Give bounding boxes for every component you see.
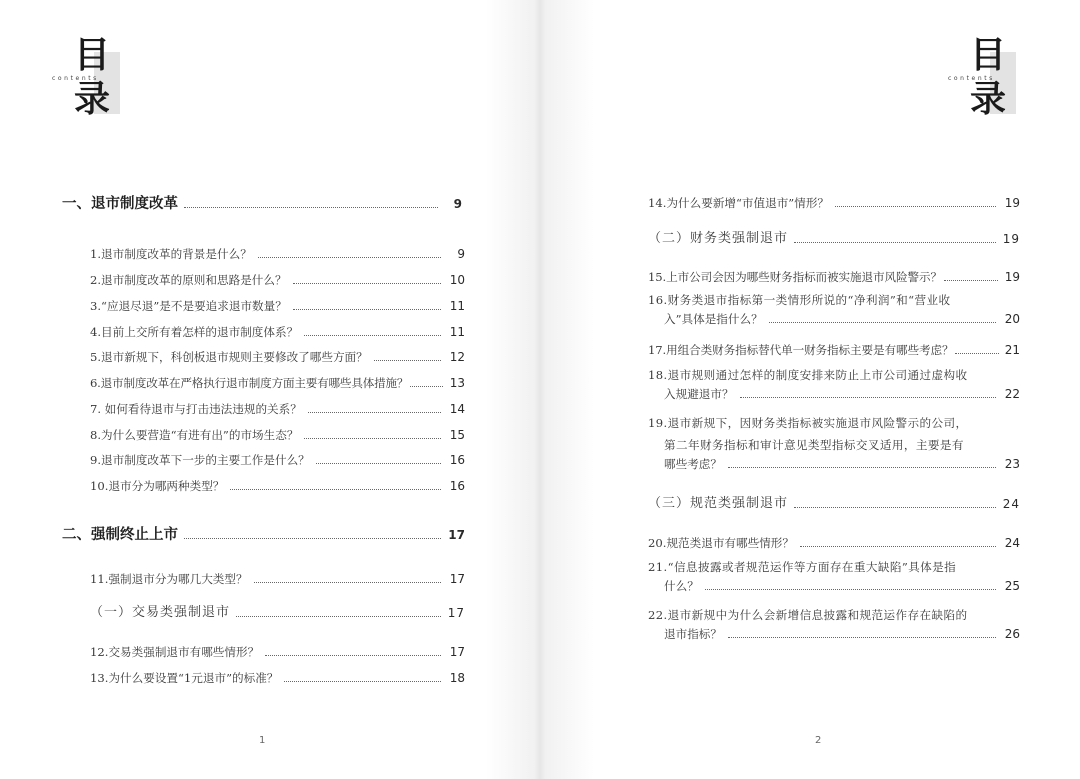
toc-section-1[interactable] xyxy=(62,196,462,212)
toc-page-number: 11 xyxy=(449,299,465,313)
leader-dots xyxy=(316,463,441,464)
toc-item-9[interactable] xyxy=(90,452,465,468)
leader-dots xyxy=(304,438,441,439)
toc-item-label: 22.退市新规中为什么会新增信息披露和规范运作存在缺陷的 xyxy=(648,608,968,622)
toc-item-label-cont: 入”具体是指什么？ xyxy=(664,312,763,326)
toc-item-label: 15.上市公司会因为哪些财务指标而被实施退市风险警示？ xyxy=(648,270,942,284)
toc-item-label: 11.强制退市分为哪几大类型？ xyxy=(90,572,248,586)
toc-subsection-2[interactable] xyxy=(648,231,1020,247)
header-char-lu: 录 xyxy=(73,79,110,120)
leader-dots xyxy=(293,283,441,284)
toc-page-number: 17 xyxy=(448,528,465,542)
toc-page-number: 22 xyxy=(1004,387,1020,401)
leader-dots xyxy=(236,616,441,617)
leader-dots xyxy=(374,360,441,361)
leader-dots xyxy=(794,242,996,243)
toc-section-2[interactable] xyxy=(62,527,465,543)
leader-dots xyxy=(254,582,441,583)
toc-item-label: 14.为什么要新增“市值退市”情形？ xyxy=(648,196,830,210)
leader-dots xyxy=(955,353,999,354)
leader-dots xyxy=(794,507,996,508)
toc-page-number: 26 xyxy=(1004,627,1020,641)
leader-dots xyxy=(800,546,996,547)
toc-item-7[interactable] xyxy=(90,401,465,417)
toc-page-number: 17 xyxy=(447,606,465,620)
toc-page-number: 9 xyxy=(453,197,462,211)
header-char-mu: 目 xyxy=(73,35,110,76)
toc-page-number: 20 xyxy=(1004,312,1020,326)
page-number-left: 1 xyxy=(259,735,266,746)
toc-item-label: 12.交易类强制退市有哪些情形？ xyxy=(90,645,260,659)
toc-page-number: 9 xyxy=(457,247,465,261)
leader-dots xyxy=(308,412,441,413)
toc-item-20[interactable] xyxy=(648,535,1020,551)
leader-dots xyxy=(728,637,996,638)
toc-item-label: 13.为什么要设置“1元退市”的标准？ xyxy=(90,671,279,685)
toc-item-10[interactable] xyxy=(90,478,465,494)
toc-subsection-1[interactable] xyxy=(90,605,465,621)
toc-page-number: 12 xyxy=(449,350,465,364)
leader-dots xyxy=(835,206,996,207)
header-contents-label: contents xyxy=(52,75,99,82)
toc-subsection-label: （三）规范类强制退市 xyxy=(648,496,789,511)
toc-item-2[interactable] xyxy=(90,272,465,288)
toc-page-number: 21 xyxy=(1004,343,1020,357)
header-char-lu: 录 xyxy=(969,79,1006,120)
header-contents-label: contents xyxy=(948,75,995,82)
toc-page-number: 18 xyxy=(449,671,465,685)
toc-item-label-cont: 哪些考虑？ xyxy=(664,457,722,471)
leader-dots xyxy=(284,681,441,682)
toc-item-13[interactable] xyxy=(90,670,465,686)
toc-page-number: 14 xyxy=(449,402,465,416)
leader-dots xyxy=(184,538,441,539)
toc-item-1[interactable] xyxy=(90,246,465,262)
leader-dots xyxy=(304,335,441,336)
header-char-mu: 目 xyxy=(969,35,1006,76)
toc-page-number: 15 xyxy=(449,428,465,442)
toc-item-19[interactable] xyxy=(648,412,1020,472)
toc-item-3[interactable] xyxy=(90,298,465,314)
toc-item-11[interactable] xyxy=(90,571,465,587)
toc-section-label: 二、强制终止上市 xyxy=(62,527,178,543)
toc-item-label: 10.退市分为哪两种类型？ xyxy=(90,479,225,493)
leader-dots xyxy=(740,397,996,398)
toc-item-4[interactable] xyxy=(90,324,465,340)
toc-item-label: 21.“信息披露或者规范运作等方面存在重大缺陷”具体是指 xyxy=(648,560,957,574)
toc-section-label: 一、退市制度改革 xyxy=(62,196,178,212)
toc-item-label: 18.退市规则通过怎样的制度安排来防止上市公司通过虚构收 xyxy=(648,368,968,382)
toc-page-number: 19 xyxy=(1004,196,1020,210)
toc-item-label-cont: 退市指标？ xyxy=(664,627,722,641)
toc-item-21[interactable] xyxy=(648,556,1020,594)
contents-header-left xyxy=(52,35,140,126)
toc-item-8[interactable] xyxy=(90,427,465,443)
toc-subsection-label: （一）交易类强制退市 xyxy=(90,605,231,620)
toc-page-number: 10 xyxy=(449,273,465,287)
toc-item-label: 2.退市制度改革的原则和思路是什么？ xyxy=(90,273,287,287)
toc-item-label: 5.退市新规下，科创板退市规则主要修改了哪些方面？ xyxy=(90,350,368,364)
toc-item-label: 6.退市制度改革在严格执行退市制度方面主要有哪些具体措施？ xyxy=(90,376,409,390)
toc-item-label: 19.退市新规下，因财务类指标被实施退市风险警示的公司， xyxy=(648,416,968,430)
toc-item-15[interactable] xyxy=(648,269,1020,285)
leader-dots xyxy=(265,655,441,656)
toc-item-label: 9.退市制度改革下一步的主要工作是什么？ xyxy=(90,453,310,467)
toc-item-label: 3.“应退尽退”是不是要追求退市数量？ xyxy=(90,299,287,313)
toc-page-number: 25 xyxy=(1004,579,1020,593)
toc-page-number: 16 xyxy=(449,453,465,467)
toc-item-label: 4.目前上交所有着怎样的退市制度体系？ xyxy=(90,325,299,339)
toc-item-label-cont: 什么？ xyxy=(664,579,699,593)
toc-item-22[interactable] xyxy=(648,604,1020,642)
toc-item-label: 16.财务类退市指标第一类情形所说的“净利润”和“营业收 xyxy=(648,293,951,307)
toc-page-number: 24 xyxy=(1004,536,1020,550)
toc-page-number: 17 xyxy=(449,572,465,586)
toc-item-17[interactable] xyxy=(648,342,1020,358)
toc-page-number: 16 xyxy=(449,479,465,493)
leader-dots xyxy=(258,257,441,258)
toc-item-label: 7. 如何看待退市与打击违法违规的关系？ xyxy=(90,402,302,416)
leader-dots xyxy=(184,207,438,208)
toc-item-5[interactable] xyxy=(90,349,465,365)
contents-header-right xyxy=(948,35,1036,126)
toc-item-12[interactable] xyxy=(90,644,465,660)
toc-item-label: 8.为什么要营造“有进有出”的市场生态？ xyxy=(90,428,299,442)
toc-subsection-label: （二）财务类强制退市 xyxy=(648,231,789,246)
toc-page-number: 23 xyxy=(1004,457,1020,471)
toc-item-label: 20.规范类退市有哪些情形？ xyxy=(648,536,794,550)
leader-dots xyxy=(410,386,443,387)
toc-item-18[interactable] xyxy=(648,364,1020,402)
leader-dots xyxy=(728,467,996,468)
toc-page-number: 19 xyxy=(1004,270,1020,284)
toc-item-16[interactable] xyxy=(648,289,1020,327)
toc-item-label: 1.退市制度改革的背景是什么？ xyxy=(90,247,252,261)
leader-dots xyxy=(769,322,996,323)
toc-item-label-cont: 入规避退市？ xyxy=(664,387,734,401)
leader-dots xyxy=(705,589,996,590)
toc-item-14[interactable] xyxy=(648,195,1020,211)
page-number-right: 2 xyxy=(815,735,822,746)
toc-item-6[interactable] xyxy=(90,375,465,391)
toc-page-number: 11 xyxy=(449,325,465,339)
toc-item-label: 17.用组合类财务指标替代单一财务指标主要是有哪些考虑？ xyxy=(648,343,954,357)
toc-page-number: 13 xyxy=(449,376,465,390)
toc-page-number: 17 xyxy=(449,645,465,659)
toc-page-number: 19 xyxy=(1002,232,1020,246)
toc-page-number: 24 xyxy=(1002,497,1020,511)
toc-item-label-cont: 第二年财务指标和审计意见类型指标交叉适用，主要是有 xyxy=(664,438,964,452)
leader-dots xyxy=(944,280,998,281)
leader-dots xyxy=(230,489,441,490)
leader-dots xyxy=(293,309,441,310)
toc-subsection-3[interactable] xyxy=(648,496,1020,512)
